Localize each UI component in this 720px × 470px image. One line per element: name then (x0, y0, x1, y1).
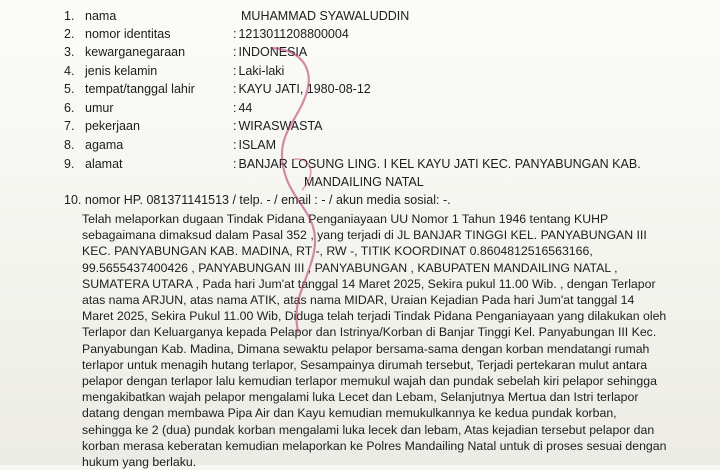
identity-number: 4. (64, 64, 75, 78)
report-line: Telah melaporkan dugaan Tindak Pidana Penganiayaan UU Nomor 1 Tahun 1946 tentang KUHP (82, 212, 609, 226)
identity-label: nomor identitas (85, 27, 171, 41)
handwritten-signature (232, 40, 352, 340)
identity-number: 6. (64, 101, 75, 115)
report-line: sebagaimana dimaksud dalam Pasal 352 , yang terjadi di JL BANJAR TINGGI KEL. PANYABUNGAN III (82, 228, 647, 243)
identity-value: 44 (238, 101, 253, 115)
report-line: korban merasa keberatan kemudian melaporkan ke Polres Mandailing Natal untuk di proses sesuai dengan (82, 438, 667, 453)
colon-separator: : (233, 82, 237, 96)
identity-number: 9. (64, 157, 75, 171)
identity-value: 1213011208800004 (238, 27, 349, 41)
report-line: datang dengan membawa Pipa Air dan Kayu kemudian memukulkannya ke kedua pundak korban, (82, 406, 617, 421)
identity-number: 8. (64, 138, 75, 152)
identity-label: agama (85, 138, 124, 152)
colon-separator: : (233, 157, 237, 171)
colon-separator: : (233, 64, 237, 78)
report-line: 99.5655437400426 , PANYABUNGAN III , PANYABUNGAN , KABUPATEN MANDAILING NATAL , (82, 260, 618, 275)
report-line: Terlapor dan Keluarganya kepada Pelapor dan Istrinya/Korban di Banjar Tinggi Kel. Panyabungan III Kec. (82, 325, 657, 340)
report-line: terlapor untuk menagih hutang terlapor, Sesampainya dirumah tersebut, Terjadi pertekaran mulut antara (82, 357, 648, 372)
identity-label: alamat (85, 157, 123, 171)
identity-label: tempat/tanggal lahir (85, 82, 195, 96)
report-line: SUMATERA UTARA , Pada hari Jum'at tanggal 14 Maret 2025, Sekira pukul 11.00 Wib. , dengan Terlapor (82, 276, 656, 291)
identity-value-line2: MANDAILING NATAL (304, 175, 424, 189)
identity-label: nama (85, 9, 117, 23)
identity-value: ISLAM (238, 138, 276, 152)
identity-label: kewarganegaraan (85, 45, 186, 59)
identity-value: WIRASWASTA (238, 119, 323, 133)
identity-value: INDONESIA (238, 45, 308, 59)
identity-value: Laki-laki (238, 64, 285, 78)
identity-value: BANJAR LOSUNG LING. I KEL KAYU JATI KEC. PANYABUNGAN KAB. (238, 157, 641, 171)
contact-number: 10. (64, 193, 82, 207)
identity-value: MUHAMMAD SYAWALUDDIN (241, 9, 410, 23)
report-line: KEC. PANYABUNGAN KAB. MADINA, RT -, RW -, TITIK KOORDINAT 0.8604812516563166, (82, 244, 593, 259)
colon-separator: : (233, 101, 237, 115)
report-line: Maret 2025, Sekira Pukul 11.00 Wib, Diduga telah terjadi Tindak Pidana Penganiayaan yang dilakukan oleh (82, 309, 667, 324)
identity-number: 2. (64, 27, 75, 41)
report-line: hukum yang berlaku. (82, 455, 197, 470)
identity-label: umur (85, 101, 114, 115)
colon-separator: : (233, 138, 237, 152)
report-paragraph (82, 211, 668, 470)
colon-separator: : (233, 27, 237, 41)
identity-label: jenis kelamin (85, 64, 158, 78)
identity-label: pekerjaan (85, 119, 140, 133)
report-line: sehingga ke 2 (dua) pundak korban mengalami luka lecek dan lebam, Atas kejadian tersebut pelapor dan (82, 422, 655, 437)
identity-number: 5. (64, 82, 75, 96)
report-line: Panyabungan Kab. Madina, Dimana sewaktu pelapor bersama-sama dengan korban mendatangi rumah (82, 341, 650, 356)
identity-value-wrap (241, 7, 409, 25)
colon-separator: : (233, 45, 237, 59)
report-line: mengakibatkan wajah pelapor mengalami luka Lecet dan Lebam, Selanjutnya Mertua dan Istri terlapor (82, 390, 639, 405)
report-line: pelapor dengan terlapor lalu kemudian terlapor memukul wajah dan pundak sebelah kiri pelapor sehingga (82, 374, 657, 389)
report-line: atas nama ARJUN, atas nama ATIK, atas nama MIDAR, Uraian Kejadian Pada hari Jum'at tanggal 14 (82, 293, 635, 308)
identity-number: 1. (64, 9, 75, 23)
identity-value: KAYU JATI, 1980-08-12 (238, 82, 371, 96)
identity-number: 7. (64, 119, 75, 133)
colon-separator: : (233, 119, 237, 133)
identity-number: 3. (64, 45, 75, 59)
contact-text: nomor HP. 081371141513 / telp. - / email : - / akun media sosial: -. (84, 193, 451, 207)
